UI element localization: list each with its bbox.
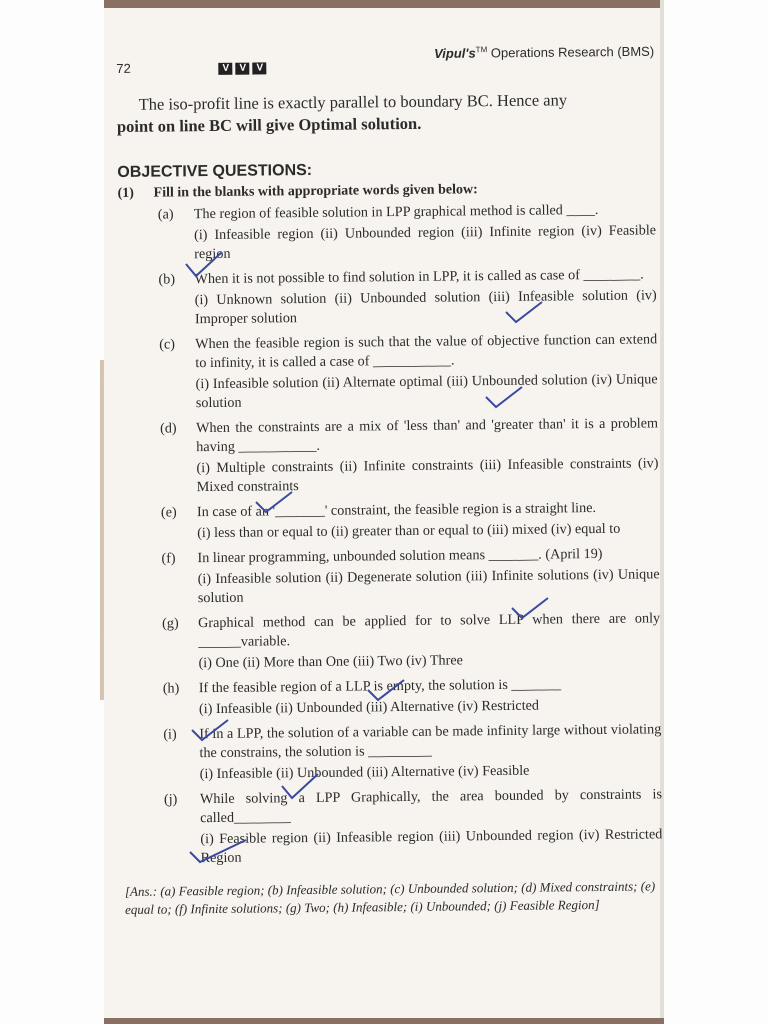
page-header: [116, 34, 654, 80]
page-edge-top: [104, 0, 664, 8]
book-title: [434, 43, 654, 61]
item-options: (i) Infeasible solution (ii) Alternate optimal (iii) Unbounded solution (iv) Unique solution: [195, 371, 658, 412]
item-body: [197, 544, 660, 608]
item-options: (i) less than or equal to (ii) greater than or equal to (iii) mixed (iv) equal to: [197, 520, 621, 542]
item-question: While solving a LPP Graphically, the area bounded by constraints is called________: [199, 786, 663, 827]
pen-tick-mark: [504, 300, 544, 326]
item-letter: (h): [162, 680, 180, 697]
item-options: (i) One (ii) More than One (iii) Two (iv) Three: [198, 652, 464, 672]
item-body: [196, 414, 659, 497]
item-letter: (d): [159, 420, 177, 437]
question-list: [118, 200, 663, 869]
book-title-rest: Operations Research (BMS): [487, 43, 655, 61]
item-question: When it is not possible to find solution in LPP, it is called as case of ________.: [194, 266, 644, 288]
question-item: [120, 414, 659, 498]
question-item: [119, 330, 658, 414]
item-letter: (c): [159, 336, 176, 353]
item-options: (i) Infeasible solution (ii) Degenerate solution (iii) Infinite solutions (iv) Unique solution: [197, 566, 660, 607]
item-question: If in a LPP, the solution of a variable can be made infinity large without violating the constrains, the solution is _________: [199, 721, 662, 762]
item-options: (i) Infeasible (ii) Unbounded (iii) Alternative (iv) Restricted: [198, 697, 540, 718]
item-body: [198, 609, 661, 673]
logo-letter: V: [236, 63, 250, 75]
item-letter: (i): [163, 726, 177, 743]
logo-letter: V: [219, 63, 233, 75]
item-letter: (g): [162, 615, 179, 632]
book-brand: Vipul's: [433, 45, 476, 61]
item-question: In linear programming, unbounded solution means _______. (April 19): [197, 545, 603, 567]
question-item: [122, 609, 661, 674]
item-body: [194, 265, 657, 329]
item-letter: (f): [161, 550, 176, 567]
item-options: (i) Infeasible region (ii) Unbounded region (iii) Infinite region (iv) Feasible region: [193, 222, 657, 263]
pen-tick-mark: [254, 490, 294, 516]
question-number: (1): [117, 185, 135, 201]
question-1-heading: [118, 180, 656, 202]
intro-text: The iso-profit line is exactly parallel to boundary BC. Hence any: [138, 90, 568, 114]
pen-tick-mark: [280, 772, 320, 802]
item-body: [199, 720, 662, 784]
pen-tick-mark: [484, 385, 524, 411]
question-item: [121, 498, 659, 544]
item-body: [195, 330, 658, 413]
item-question: Graphical method can be applied for to solve LLP when there are only ______variable.: [198, 610, 661, 651]
item-options: (i) Multiple constraints (ii) Infinite constraints (iii) Infeasible constraints (iv) Mixed constraints: [196, 455, 659, 496]
pen-tick-mark: [184, 250, 224, 280]
pen-tick-mark: [366, 678, 406, 704]
answer-key: [Ans.: (a) Feasible region; (b) Infeasible solution; (c) Unbounded solution; (d) Mixed constraints; (e) equal to; (f) Infinite solutions; (g) Two; (h) Infeasible; (i) Unbounded; (j) Feasible Region]: [124, 878, 656, 917]
item-question: The region of feasible solution in LPP graphical method is called ____.: [193, 201, 599, 223]
item-letter: (j): [163, 791, 178, 808]
photo-background-left: [0, 0, 104, 1024]
section-title: OBJECTIVE QUESTIONS:: [117, 161, 313, 181]
pen-tick-mark: [510, 596, 550, 622]
item-body: [194, 200, 657, 264]
book-page: [104, 0, 664, 1024]
pen-tick-mark: [188, 838, 248, 866]
item-letter: (b): [158, 271, 176, 288]
intro-paragraph: [117, 88, 655, 138]
page-content: [116, 34, 663, 919]
publisher-logo: [219, 62, 267, 75]
page-edge-bottom: [104, 1018, 664, 1024]
question-item: [121, 544, 660, 609]
item-options: (i) Infeasible (ii) Unbounded (iii) Alternative (iv) Feasible: [199, 762, 530, 783]
item-question: When the feasible region is such that the value of objective function can extend to infinity, it is called a case of ___________.: [195, 331, 658, 372]
item-body: [200, 785, 663, 868]
item-letter: (e): [160, 504, 177, 521]
item-body: [199, 674, 661, 719]
pen-tick-mark: [190, 718, 230, 744]
trademark: TM: [475, 44, 488, 54]
question-instruction: Fill in the blanks with appropriate words given below:: [153, 182, 478, 201]
item-question: When the constraints are a mix of 'less than' and 'greater than' it is a problem having ___________.: [195, 415, 659, 456]
logo-letter: V: [253, 62, 267, 74]
item-options: (i) Unknown solution (ii) Unbounded solution (iii) Infeasible solution (iv) Improper solution: [194, 287, 657, 328]
item-question: If the feasible region of a LLP is empty, the solution is _______: [198, 676, 562, 697]
item-question: In case of an '_______' constraint, the feasible region is a straight line.: [196, 499, 597, 521]
item-letter: (a): [157, 206, 174, 223]
intro-bold-line: point on line BC will give Optimal solution.: [116, 113, 422, 136]
photo-background-right: [664, 0, 768, 1024]
page-number: 72: [116, 60, 131, 76]
item-options: (i) Feasible region (ii) Infeasible region (iii) Unbounded region (iv) Restricted Region: [200, 826, 663, 867]
